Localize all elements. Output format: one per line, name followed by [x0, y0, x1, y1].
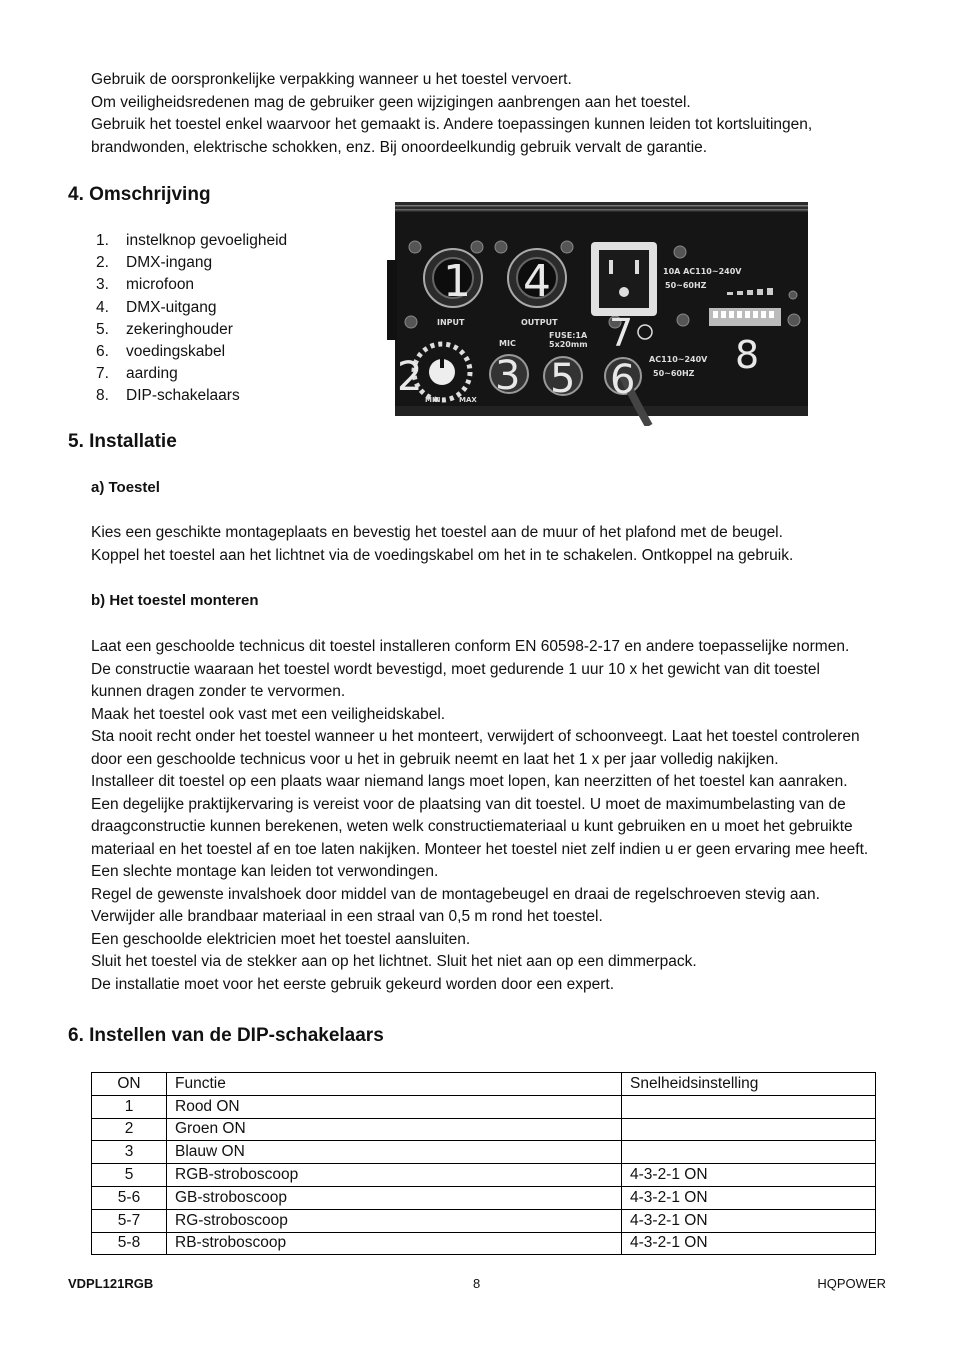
- table-row: [92, 1118, 876, 1141]
- callout-5: 5: [550, 356, 576, 402]
- text-line: Maak het toestel ook vast met een veiligheidskabel.: [91, 705, 446, 723]
- table-cell: [622, 1095, 876, 1118]
- footer-brand: HQPOWER: [817, 1276, 886, 1291]
- callout-6: 6: [610, 357, 636, 403]
- list-item: 5. zekeringhouder: [96, 320, 233, 338]
- text-line: door een geschoolde technicus voor u het in gebruik neemt en laat het 1 x per jaar volledig nakijken.: [91, 750, 779, 768]
- text-line: materiaal en het toestel af en toe laten nakijken. Monteer het toestel niet zelf indien u er geen ervaring mee heeft.: [91, 840, 869, 858]
- table-cell: 5: [92, 1164, 167, 1187]
- table-cell: 4-3-2-1 ON: [622, 1164, 876, 1187]
- text-line: draagconstructie kunnen berekenen, weten welk constructiemateriaal u kunt gebruiken en u moet het gebruikte: [91, 818, 853, 835]
- table-cell: Rood ON: [167, 1095, 622, 1118]
- text-line: Laat een geschoolde technicus dit toestel installeren conform EN 60598-2-17 en andere toepasselijke normen.: [91, 638, 850, 655]
- intro-line: Gebruik het toestel enkel waarvoor het gemaakt is. Andere toepassingen kunnen leiden tot kortsluitingen,: [91, 116, 813, 133]
- table-cell: Blauw ON: [167, 1141, 622, 1164]
- subsection-b-heading: b) Het toestel monteren: [91, 592, 259, 609]
- text-line: Installeer dit toestel op een plaats waar niemand langs moet lopen, kan neerzitten of het toestel kan aanraken.: [91, 773, 848, 790]
- table-header-cell: Snelheidsinstelling: [622, 1073, 876, 1096]
- table-cell: GB-stroboscoop: [167, 1186, 622, 1209]
- callout-3: 3: [495, 353, 521, 399]
- list-item: 8. DIP-schakelaars: [96, 387, 240, 405]
- table-cell: [622, 1118, 876, 1141]
- text-line: De constructie waaraan het toestel wordt bevestigd, moet gedurende 1 uur 10 x het gewicht van dit toestel: [91, 660, 820, 678]
- table-cell: 4-3-2-1 ON: [622, 1186, 876, 1209]
- text-line: Koppel het toestel aan het lichtnet via de voedingskabel om het in te schakelen. Ontkoppel na gebruik.: [91, 546, 794, 564]
- text-line: Regel de gewenste invalshoek door middel van de montagebeugel en draai de regelschroeven stevig aan.: [91, 885, 820, 903]
- intro-paragraph: [91, 69, 891, 159]
- callout-4: 4: [523, 256, 551, 307]
- table-cell: 1: [92, 1095, 167, 1118]
- text-line: Sluit het toestel via de stekker aan op het lichtnet. Sluit het niet aan op een dimmerpack.: [91, 953, 697, 970]
- table-cell: 4-3-2-1 ON: [622, 1232, 876, 1255]
- dip-switch-table: [91, 1072, 876, 1255]
- table-cell: 5-6: [92, 1186, 167, 1209]
- table-cell: 5-7: [92, 1209, 167, 1232]
- table-row: [92, 1232, 876, 1255]
- socket-label-2: 50~60HZ: [665, 281, 707, 290]
- power-label-1: AC110~240V: [649, 355, 708, 364]
- list-item: 4. DMX-uitgang: [96, 298, 217, 316]
- table-cell: RB-stroboscoop: [167, 1232, 622, 1255]
- table-cell: RG-stroboscoop: [167, 1209, 622, 1232]
- table-header-row: [92, 1073, 876, 1096]
- table-cell: 5-8: [92, 1232, 167, 1255]
- footer-page-number: 8: [473, 1276, 481, 1291]
- text-line: Sta nooit recht onder het toestel wanneer u het monteert, verwijdert of schoonveegt. Laat het toestel controleren: [91, 728, 860, 745]
- intro-line: brandwonden, elektrische schokken, enz. Bij onoordeelkundig gebruik vervalt de garantie.: [91, 138, 708, 156]
- section-5-heading: 5. Installatie: [68, 431, 177, 452]
- intro-line: Gebruik de oorspronkelijke verpakking wanneer u het toestel vervoert.: [91, 71, 572, 88]
- fuse-label-2: 5x20mm: [549, 340, 588, 349]
- component-list: [96, 230, 287, 408]
- min-label: MIN: [425, 396, 441, 404]
- table-header-cell: Functie: [167, 1073, 622, 1096]
- section-6-heading: 6. Instellen van de DIP-schakelaars: [68, 1025, 384, 1046]
- footer-model: VDPL121RGB: [68, 1276, 154, 1291]
- table-cell: [622, 1141, 876, 1164]
- intro-line: Om veiligheidsredenen mag de gebruiker geen wijzigingen aanbrengen aan het toestel.: [91, 93, 691, 111]
- text-line: Een geschoolde elektricien moet het toestel aansluiten.: [91, 930, 471, 948]
- callout-2: 2: [397, 354, 423, 400]
- text-line: Een degelijke praktijkervaring is vereist voor de plaatsing van dit toestel. U moet de maximumbelasting van de: [91, 795, 846, 813]
- table-row: [92, 1164, 876, 1187]
- subsection-a-text: [91, 522, 793, 567]
- table-header-cell: ON: [92, 1073, 167, 1096]
- text-line: Kies een geschikte montageplaats en bevestig het toestel aan de muur of het plafond met de beugel.: [91, 524, 783, 541]
- text-line: Een slechte montage kan leiden tot verwondingen.: [91, 863, 439, 880]
- table-row: [92, 1095, 876, 1118]
- text-line: kunnen dragen zonder te vervormen.: [91, 683, 346, 700]
- text-line: Verwijder alle brandbaar materiaal in een straal van 0,5 m rond het toestel.: [91, 908, 603, 925]
- table-cell: 4-3-2-1 ON: [622, 1209, 876, 1232]
- subsection-a-heading: a) Toestel: [91, 479, 160, 496]
- input-label: INPUT: [437, 318, 465, 327]
- table-row: [92, 1186, 876, 1209]
- table-cell: 2: [92, 1118, 167, 1141]
- table-row: [92, 1141, 876, 1164]
- text-line: De installatie moet voor het eerste gebruik gekeurd worden door een expert.: [91, 975, 614, 993]
- list-item: 6. voedingskabel: [96, 343, 226, 361]
- max-label: MAX: [459, 396, 477, 404]
- list-item: 2. DMX-ingang: [96, 254, 213, 272]
- socket-label-1: 10A AC110~240V: [663, 267, 742, 276]
- table-cell: Groen ON: [167, 1118, 622, 1141]
- list-item: 1. instelknop gevoeligheid: [96, 232, 288, 249]
- list-item: 7. aarding: [96, 365, 178, 383]
- callout-8: 8: [735, 333, 760, 377]
- table-cell: RGB-stroboscoop: [167, 1164, 622, 1187]
- power-label-2: 50~60HZ: [653, 369, 695, 378]
- table-row: [92, 1209, 876, 1232]
- fuse-label-1: FUSE:1A: [549, 331, 588, 340]
- callout-1: 1: [443, 256, 471, 307]
- list-item: 3. microfoon: [96, 276, 195, 294]
- device-back-panel-photo: [387, 200, 808, 426]
- subsection-b-text: [91, 636, 868, 996]
- output-label: OUTPUT: [521, 318, 558, 327]
- section-4-heading: 4. Omschrijving: [68, 184, 211, 205]
- table-cell: 3: [92, 1141, 167, 1164]
- mic-label: MIC: [499, 339, 516, 348]
- callout-7: 7: [609, 311, 634, 355]
